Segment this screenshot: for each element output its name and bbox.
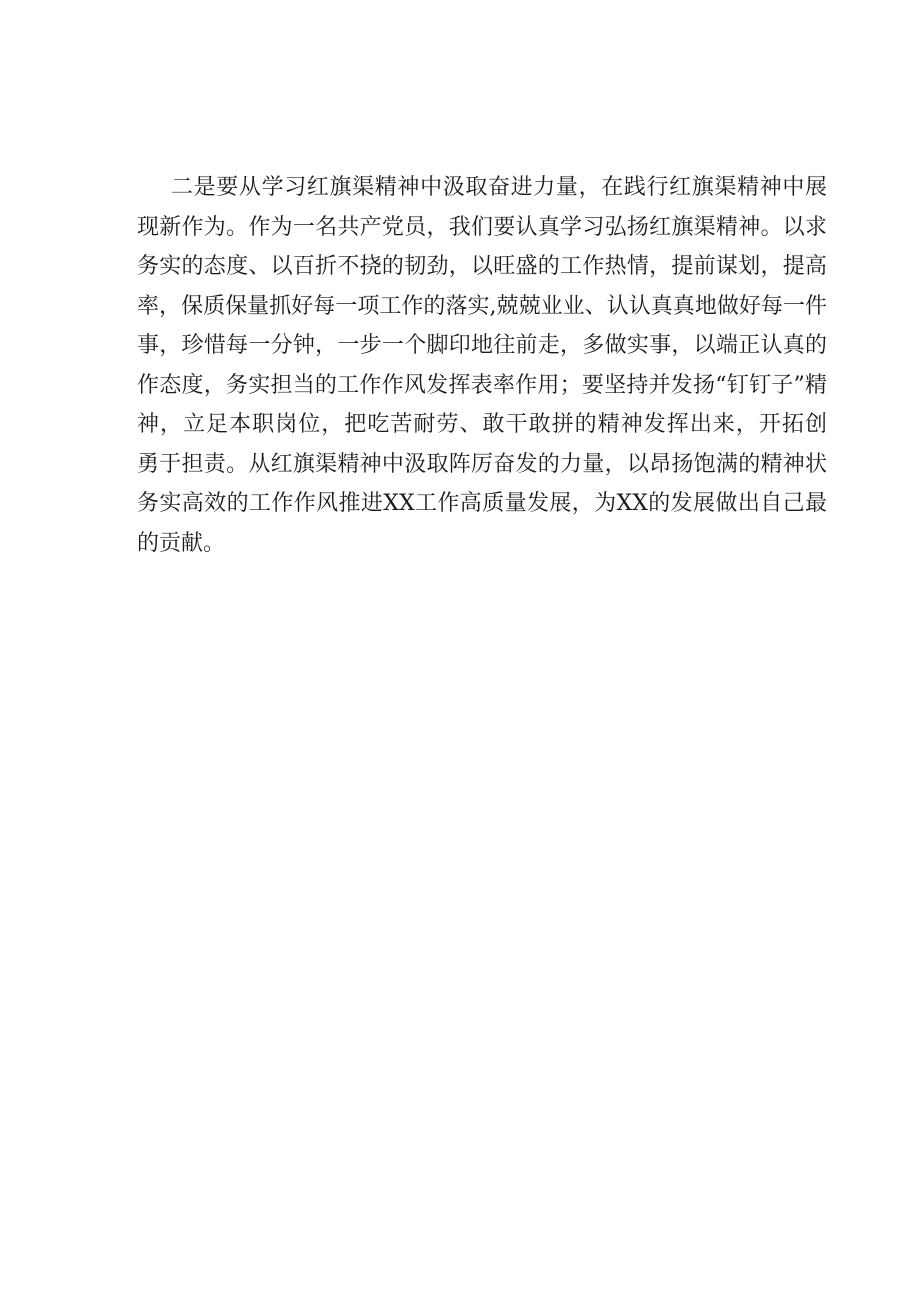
paragraph-line: 率，保质保量抓好每一项工作的落实,兢兢业业、认认真真地做好每一件 [137,293,827,319]
body-paragraph [137,168,827,563]
paragraph-line: 作态度，务实担当的工作作风发挥表率作用；要坚持并发扬“钉钉子”精 [137,372,827,398]
paragraph-line: 勇于担责。从红旗渠精神中汲取阵厉奋发的力量，以昂扬饱满的精神状 [137,451,827,477]
paragraph-line: 务实高效的工作作风推进XX工作高质量发展，为XX的发展做出自己最 [137,491,827,516]
paragraph-line: 二是要从学习红旗渠精神中汲取奋进力量，在践行红旗渠精神中展 [171,175,827,200]
paragraph-line: 事，珍惜每一分钟，一步一个脚印地往前走，多做实事，以端正认真的 [137,333,827,358]
paragraph-line-last: 的贡献。 [137,530,226,556]
paragraph-line: 神，立足本职岗位，把吃苦耐劳、敢干敢拼的精神发挥出来，开拓创 [137,412,827,437]
paragraph-line: 务实的态度、以百折不挠的韧劲，以旺盛的工作热情，提前谋划，提高 [137,254,827,279]
paragraph-line: 现新作为。作为一名共产党员，我们要认真学习弘扬红旗渠精神。以求 [137,214,827,240]
